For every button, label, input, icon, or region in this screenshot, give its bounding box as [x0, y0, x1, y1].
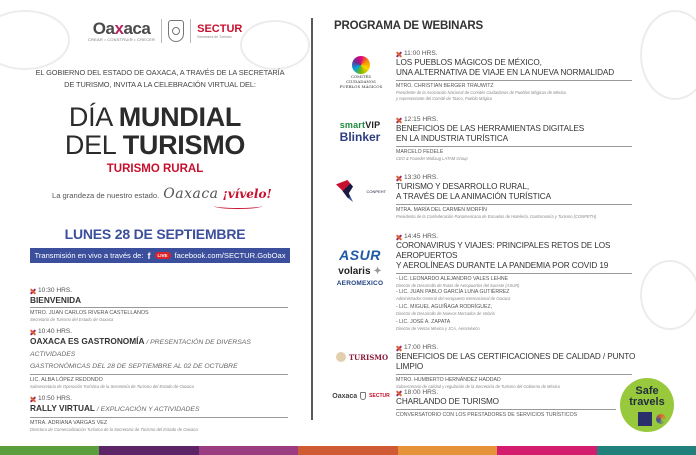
event-time: [30, 328, 288, 336]
ornament-right-2: [640, 260, 696, 330]
safe-travels-sublogos: [638, 412, 666, 426]
slogan-cta: ¡vívelo!: [222, 187, 272, 201]
time-text: 14:45 HRS.: [404, 233, 439, 240]
facebook-icon: f: [147, 250, 151, 261]
time-text: 18:00 HRS.: [404, 389, 439, 396]
event-time: [396, 389, 622, 397]
stream-label: Transmisión en vivo a través de:: [34, 251, 144, 260]
webinar-title-line-2: EN LA INDUSTRIA TURÍSTICA: [396, 134, 508, 143]
event-title: [30, 336, 288, 360]
sectur-name: SECTUR: [197, 22, 243, 35]
logo-text: CONPEHT: [366, 188, 386, 194]
safe-travels-line-1: Safe: [635, 385, 659, 397]
column-divider: [311, 18, 313, 420]
oaxaca-logo: [88, 20, 155, 42]
asur-logo: ASUR: [339, 247, 381, 263]
header-logos: [88, 16, 242, 46]
live-badge: LIVE: [155, 252, 171, 259]
event-divider: [396, 374, 632, 375]
event-speaker-role: Subsecretaria de Operación Turística de la Secretaría de Turismo del Estado de Oaxaca: [30, 384, 194, 389]
webinar-title: CHARLANDO DE TURISMO: [396, 397, 499, 406]
event-time: [30, 287, 288, 295]
oaxaca-sectur-mini-logos: [330, 390, 392, 402]
event-speaker: CONVERSATORIO CON LOS PRESTADORES DE SERVICIOS TURÍSTICOS: [396, 412, 578, 418]
sectur-logo: [197, 24, 242, 39]
left-column: [0, 0, 310, 440]
oaxaca-seal-icon: [656, 414, 666, 424]
event-title: [30, 403, 288, 415]
turismo-mexico-logo: [334, 350, 390, 364]
event-divider: [396, 273, 632, 274]
time-text: 10:50 HRS.: [38, 395, 73, 402]
event-divider: [396, 80, 632, 81]
oaxaca-x-icon: [396, 175, 402, 181]
title-bold: TURISMO: [122, 130, 246, 160]
logo-text: VIP: [365, 120, 381, 130]
webinar-title-line-2: Y AEROLÍNEAS DURANTE LA PANDEMIA POR COVID 19: [396, 261, 609, 270]
stripe-segment: [497, 446, 596, 455]
event-speaker-role: Director de Desarrollo de Rutas de Aeropuertos del Sureste (ASUR): [396, 283, 520, 288]
webinar-title: LOS PUEBLOS MÁGICOS DE MÉXICO,: [396, 58, 542, 67]
invite-line-1: EL GOBIERNO DEL ESTADO DE OAXACA, A TRAVÉS DE LA SECRETARÍA: [35, 68, 285, 77]
mexico-seal-icon: [336, 352, 346, 362]
oaxaca-x-icon: [396, 234, 402, 240]
event-divider: [396, 146, 632, 147]
stripe-segment: [199, 446, 298, 455]
stripe-segment: [298, 446, 397, 455]
sectur-sub: Secretaría de Turismo: [197, 34, 232, 39]
oaxaca-x-icon: [396, 51, 402, 57]
logo-text: COMITÉS CIUDADANOS PUEBLOS MÁGICOS: [339, 73, 383, 89]
event-speaker: MTRO. CHRISTIAN BERGER TRAUWITZ: [396, 83, 494, 89]
title-light: DEL: [64, 130, 123, 160]
event-divider: [396, 204, 632, 205]
stripe-segment: [398, 446, 497, 455]
slogan-text: La grandeza de nuestro estado.: [52, 191, 160, 200]
webinar-title: TURISMO Y DESARROLLO RURAL,: [396, 182, 530, 191]
title-extra: / PRESENTACIÓN DE DIVERSAS ACTIVIDADES: [30, 339, 251, 358]
event-time: [30, 395, 288, 403]
title-light: DÍA: [68, 102, 119, 132]
time-text: 10:40 HRS.: [38, 328, 73, 335]
webinar-title: BENEFICIOS DE LAS HERRAMIENTAS DIGITALES: [396, 124, 585, 133]
smartvip-logo: [340, 120, 381, 130]
webinar-item: [396, 233, 646, 332]
event-item: [30, 395, 288, 433]
event-divider: [30, 307, 288, 308]
time-text: 10:30 HRS.: [38, 287, 73, 294]
event-speaker-role: Directora de Comercialización Turística de la Secretaría de Turismo del Estado de Oaxaca: [30, 427, 198, 432]
event-speaker-role: Director de Desarrollo de Nuevos Mercados de Volaris: [396, 311, 495, 316]
ornament-right: [640, 10, 696, 100]
wttc-logo: [638, 412, 652, 426]
logo-text: TURISMO: [348, 352, 389, 362]
logo-text: SECTUR: [369, 393, 390, 399]
title-extra: / EXPLICACIÓN Y ACTIVIDADES: [95, 406, 200, 413]
webinar-title: BENEFICIOS DE LAS CERTIFICACIONES DE CALIDAD / PUNTO LIMPIO: [396, 352, 636, 371]
time-text: 11:00 HRS.: [404, 50, 438, 57]
time-text: 17:00 HRS.: [404, 344, 439, 351]
logo-separator-2: [190, 19, 191, 43]
oaxaca-x-icon: [396, 117, 402, 123]
event-speaker-role: Subsecretario de calidad y regulación de la Secretaría de Turismo del Gobierno de México: [396, 384, 560, 389]
event-speaker: - LIC. MIGUEL AGUIÑAGA RODRÍGUEZ,: [396, 304, 493, 310]
event-speaker-role: Presidenta de la Confederación Panamericana de Escuelas de Hotelería, Gastronomía y Turismo (CONPETH): [396, 214, 597, 219]
event-speaker: - LIC. LEONARDO ALEJANDRO VALES LEHNE: [396, 276, 509, 282]
pueblos-magicos-logo: [336, 52, 386, 92]
title-text: BIENVENIDA: [30, 295, 82, 305]
title-bold: MUNDIAL: [118, 102, 242, 132]
aeromexico-logo: AEROMEXICO: [336, 280, 384, 287]
hero-title-line-1: [0, 103, 310, 131]
stripe-segment: [0, 446, 99, 455]
event-speaker-role: Director de Ventas México y JCA, Aeroméxico: [396, 326, 480, 331]
event-speaker: MTRA. ADRIANA VARGAS VEZ: [30, 420, 108, 426]
logo-text: volaris: [338, 266, 371, 277]
webinars-heading: PROGRAMA DE WEBINARS: [334, 20, 483, 32]
event-speaker: MTRO. HUMBERTO HERNÁNDEZ HADDAD: [396, 377, 501, 383]
event-speaker-role: Presidente de la Asociación Nacional de Comités Ciudadanos de Pueblos Mágicos de México: [396, 90, 567, 95]
airline-logos: [332, 238, 388, 296]
webinar-item: [396, 116, 632, 162]
webinar-item: [396, 344, 646, 390]
hero-subtitle: TURISMO RURAL: [106, 163, 204, 175]
event-speaker: MARCELO FEDELE: [396, 149, 444, 155]
state-shield-icon: [168, 20, 184, 42]
webinar-item: [396, 389, 622, 419]
oaxaca-x-icon: [30, 329, 36, 335]
webinar-item: [396, 50, 632, 102]
oaxaca-x-icon: [396, 390, 402, 396]
oaxaca-wordmark: Oaxaca: [92, 19, 151, 38]
webinar-title: CORONAVIRUS Y VIAJES: PRINCIPALES RETOS DE LOS AEROPUERTOS: [396, 241, 611, 260]
event-speaker: - LIC. JOSÉ A. ZAPATA: [396, 319, 451, 325]
smartvip-blinker-logos: [334, 114, 386, 150]
event-speaker-role: Administrador General del Aeropuerto Internacional de Oaxaca: [396, 296, 511, 301]
event-speaker-role: Secretario de Turismo del Estado de Oaxaca: [30, 317, 114, 322]
state-shield-icon: [360, 392, 366, 400]
event-title-line-2: [30, 360, 288, 372]
event-time: [396, 344, 646, 352]
webinar-title-line-2: A TRAVÉS DE LA ANIMACIÓN TURÍSTICA: [396, 192, 551, 201]
event-time: [396, 174, 632, 182]
swoosh-decoration: [214, 203, 262, 209]
volaris-logo: volaris ✦: [338, 266, 382, 277]
invite-line-2: DE TURISMO, INVITA A LA CELEBRACIÓN VIRTUAL DEL:: [64, 80, 256, 89]
event-speaker: MTRA. MARÍA DEL CARMEN MORFÍN: [396, 207, 487, 213]
pinwheel-icon: [352, 56, 370, 74]
event-speaker-role: CEO & Founder Widiaug LATAM Group: [396, 156, 468, 161]
title-extra: GASTRONÓMICAS DEL 28 DE SEPTIEMBRE AL 02 DE OCTUBRE: [30, 363, 238, 370]
event-speaker: MTRO. JUAN CARLOS RIVERA CASTELLANOS: [30, 310, 149, 316]
safe-travels-line-2: travels: [629, 396, 665, 408]
event-divider: [30, 417, 288, 418]
conpeht-logo: [336, 176, 386, 206]
event-time: [396, 233, 646, 241]
event-divider: [396, 409, 616, 410]
title-text: OAXACA ES GASTRONOMÍA: [30, 336, 145, 346]
oaxaca-x-icon: [30, 396, 36, 402]
logo-separator: [161, 19, 162, 43]
hero-title-line-2: [0, 131, 310, 159]
livestream-banner[interactable]: [30, 248, 290, 263]
oaxaca-x-icon: [30, 288, 36, 294]
logo-text: Oaxaca: [332, 392, 358, 400]
event-divider: [30, 374, 288, 375]
event-speaker: LIC. ALBA LÓPEZ REDONDO: [30, 377, 103, 383]
event-item: [30, 287, 288, 323]
event-speaker-role-2: y representante del Comité de Taxco, Pueblo Mágico: [396, 96, 493, 101]
time-text: 12:15 HRS.: [404, 116, 439, 123]
logo-text: smart: [339, 120, 366, 130]
event-title: [30, 295, 288, 305]
oaxaca-x-icon: [396, 345, 402, 351]
webinar-item: [396, 174, 632, 220]
slogan-brand: Oaxaca: [163, 186, 219, 202]
americas-map-icon: [336, 180, 364, 202]
webinar-title-line-2: UNA ALTERNATIVA DE VIAJE EN LA NUEVA NORMALIDAD: [396, 68, 615, 77]
stripe-segment: [597, 446, 696, 455]
event-speaker: - LIC. JUAN PABLO GARCÍA LUNA GUTIÉRREZ: [396, 289, 510, 295]
event-time: [396, 116, 632, 124]
color-stripe: [0, 446, 696, 455]
title-text: RALLY VIRTUAL: [30, 403, 95, 413]
event-date: LUNES 28 DE SEPTIEMBRE: [64, 226, 246, 242]
time-text: 13:30 HRS.: [404, 174, 439, 181]
stripe-segment: [99, 446, 198, 455]
slogan: [52, 186, 272, 202]
oaxaca-tagline: CREAR • CONSTRUIR • CRECER: [88, 37, 156, 42]
local-events-list: [30, 287, 288, 433]
blinker-logo: Blinker: [339, 130, 381, 144]
invitation-text: [20, 67, 300, 91]
stream-url[interactable]: facebook.com/SECTUR.GobOax: [174, 251, 286, 260]
event-time: [396, 50, 632, 58]
event-item: [30, 328, 288, 390]
